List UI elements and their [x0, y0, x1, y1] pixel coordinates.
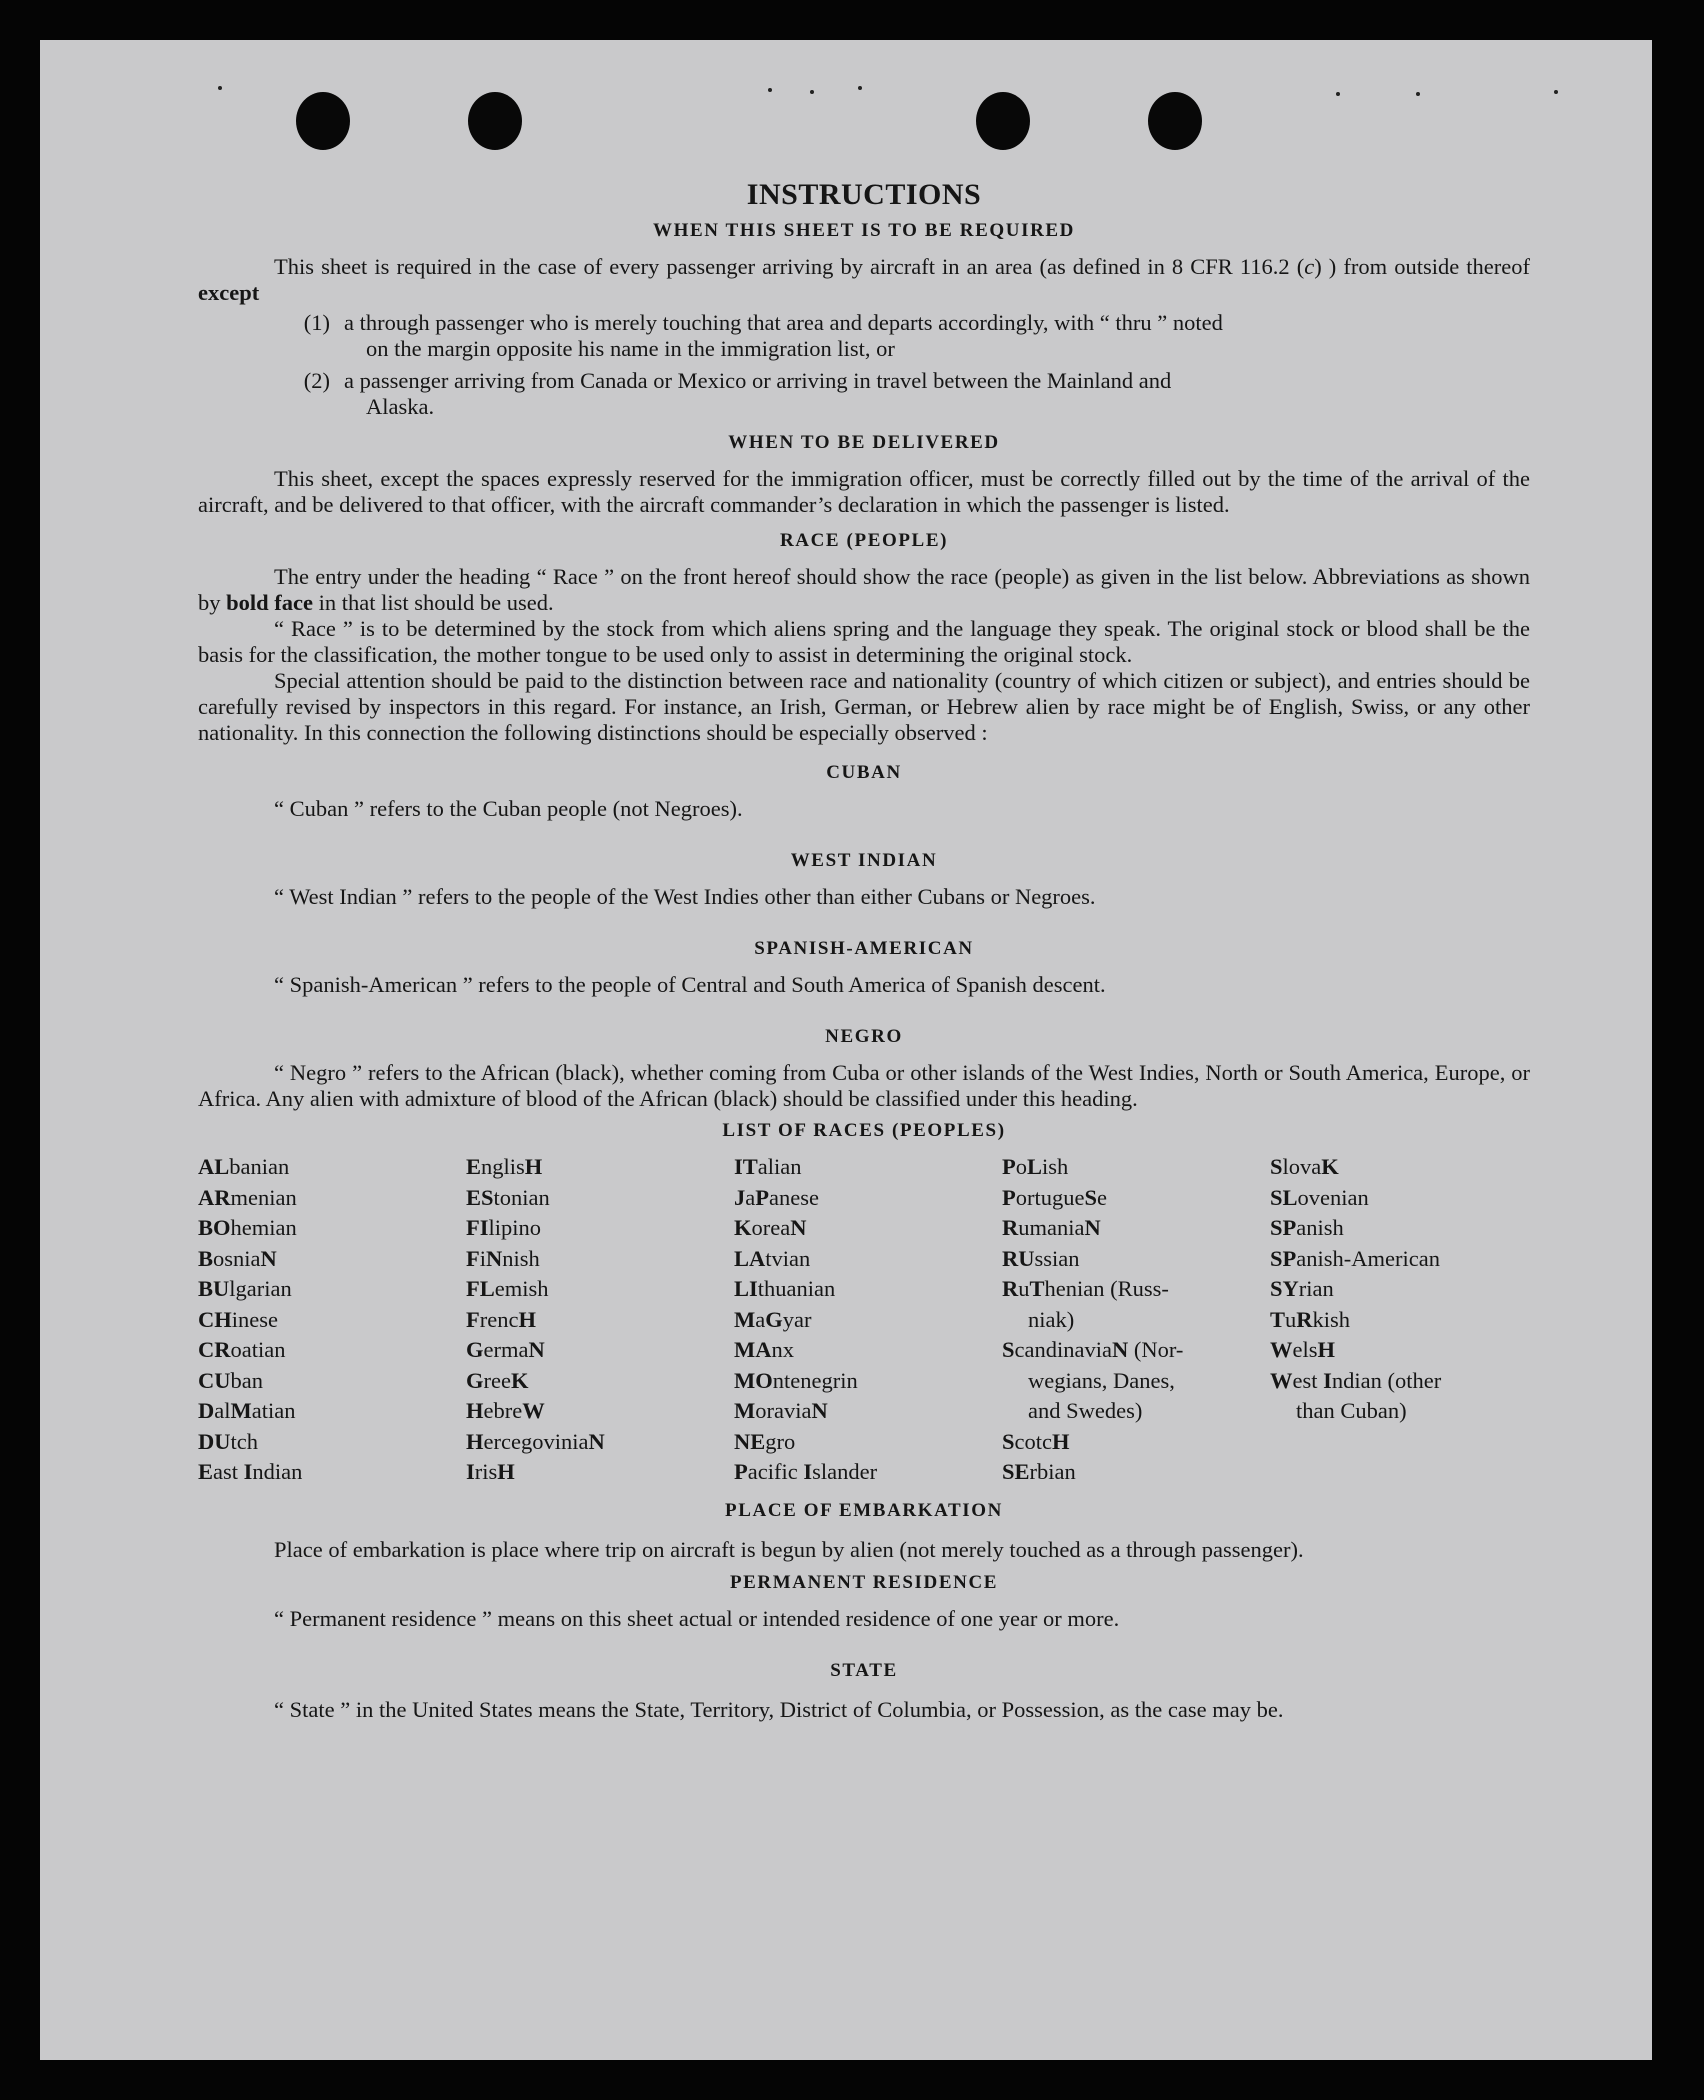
race-entry: DUtch — [198, 1428, 258, 1454]
exception-item-1: (1) a through passenger who is merely touching that area and departs accordingly, with “ thru ” noted on the margin opposite his name in the immigration list, or — [303, 310, 1223, 361]
definition-cuban: “ Cuban ” refers to the Cuban people (not Negroes). — [274, 796, 743, 821]
race-entry: ALbanian — [198, 1154, 290, 1179]
race-entry: RumaniaN — [1002, 1215, 1101, 1240]
race-entry: HebreW — [466, 1398, 545, 1423]
heading-west-indian: WEST INDIAN — [790, 850, 938, 871]
race-entry: ScandinaviaN (Nor- — [1002, 1337, 1184, 1362]
definition-spanish-american: “ Spanish-American ” refers to the people of Central and South America of Spanish descent. — [274, 972, 1106, 997]
race-entry: MaGyar — [734, 1306, 812, 1332]
heading-when-delivered: WHEN TO BE DELIVERED — [728, 432, 1000, 453]
race-entry: SYrian — [1270, 1276, 1334, 1301]
definition-state: “ State ” in the United States means the State, Territory, District of Columbia, or Possession, as the case may be. — [274, 1696, 1284, 1722]
race-entry: ARmenian — [198, 1184, 297, 1210]
race-entry-continuation: wegians, Danes, — [1028, 1367, 1175, 1393]
heading-negro: NEGRO — [825, 1026, 903, 1047]
race-entry-continuation: and Swedes) — [1028, 1398, 1143, 1423]
page-title: INSTRUCTIONS — [746, 178, 982, 211]
punch-hole — [976, 92, 1030, 150]
race-entry: SLovenian — [1270, 1184, 1369, 1210]
speck — [1416, 92, 1420, 96]
race-entry: CRoatian — [198, 1337, 286, 1362]
paragraph-required: This sheet is required in the case of every passenger arriving by aircraft in an area (as defined in 8 CFR 116.2 (c) ) from outside thereof except — [198, 254, 1530, 305]
race-entry: IrisH — [466, 1459, 515, 1484]
race-entry: ITalian — [734, 1154, 802, 1179]
race-entry: East Indian — [198, 1459, 303, 1484]
race-entry: WelsH — [1270, 1337, 1336, 1362]
race-column — [734, 1152, 1002, 1488]
races-table — [198, 1152, 1530, 1488]
race-entry: SErbian — [1002, 1459, 1076, 1484]
race-entry: FrencH — [466, 1306, 536, 1332]
race-entry: MAnx — [734, 1337, 794, 1362]
speck — [218, 86, 222, 90]
punch-hole — [296, 92, 350, 150]
speck — [1336, 92, 1340, 96]
race-entry: BosniaN — [198, 1245, 277, 1271]
document-page — [40, 40, 1652, 2060]
paragraph-race-1: The entry under the heading “ Race ” on the front hereof should show the race (people) as given in the list below. Abbreviations as shown by bold face in that list should be used. — [198, 564, 1530, 615]
race-entry: GermaN — [466, 1337, 545, 1362]
definition-west-indian: “ West Indian ” refers to the people of the West Indies other than either Cubans or Negroes. — [274, 884, 1096, 909]
speck — [810, 90, 814, 94]
punch-hole — [1148, 92, 1202, 150]
race-column — [466, 1152, 734, 1488]
race-entry: EStonian — [466, 1184, 550, 1210]
race-entry: RuThenian (Russ- — [1002, 1276, 1169, 1301]
speck — [858, 86, 862, 90]
race-entry: BOhemian — [198, 1215, 297, 1240]
heading-cuban: CUBAN — [826, 762, 902, 783]
heading-list-of-races: LIST OF RACES (PEOPLES) — [722, 1120, 1006, 1141]
race-entry: FiNnish — [466, 1245, 540, 1271]
instructions-content — [198, 178, 1530, 1726]
race-entry: PoLish — [1002, 1154, 1069, 1179]
punch-hole — [468, 92, 522, 150]
heading-state: STATE — [830, 1659, 898, 1681]
speck — [1554, 90, 1558, 94]
race-entry: PortugueSe — [1002, 1184, 1107, 1210]
race-entry: ScotcH — [1002, 1428, 1070, 1454]
race-entry: JaPanese — [734, 1184, 819, 1210]
race-entry: BUlgarian — [198, 1276, 292, 1301]
paragraph-race-2: “ Race ” is to be determined by the stock from which aliens spring and the language they speak. The original stock or blood shall be the basis for the classification, the mother tongue to be used only to assist in determining the original stock. — [198, 616, 1530, 667]
race-entry: LIthuanian — [734, 1276, 836, 1301]
paragraph-delivered: This sheet, except the spaces expressly reserved for the immigration officer, must be correctly filled out by the time of the arrival of the aircraft, and be delivered to that officer, with the aircraft commander’s declaration in which the passenger is listed. — [198, 466, 1530, 517]
paragraph-race-3: Special attention should be paid to the distinction between race and nationality (country of which citizen or subject), and entries should be carefully revised by inspectors in this regard. For instance, an Irish, German, or Hebrew alien by race might be of English, Swiss, or any other nationality. In this connection the following distinctions should be especially observed : — [198, 668, 1530, 745]
race-entry-continuation: than Cuban) — [1296, 1398, 1407, 1423]
race-entry: EnglisH — [466, 1154, 543, 1179]
race-entry: SlovaK — [1270, 1154, 1339, 1179]
race-entry: RUssian — [1002, 1245, 1080, 1271]
race-entry: Pacific Islander — [734, 1459, 878, 1484]
race-entry: DalMatian — [198, 1398, 296, 1423]
race-entry: GreeK — [466, 1367, 529, 1393]
heading-spanish-american: SPANISH-AMERICAN — [754, 938, 974, 959]
race-entry: FLemish — [466, 1276, 549, 1301]
race-entry: FIlipino — [466, 1215, 542, 1240]
definition-negro: “ Negro ” refers to the African (black), whether coming from Cuba or other islands of the West Indies, North or South America, Europe, or Africa. Any alien with admixture of blood of the African (black) should be classified under this heading. — [198, 1060, 1530, 1111]
race-entry: TuRkish — [1270, 1306, 1351, 1332]
race-entry-continuation: niak) — [1028, 1306, 1075, 1332]
race-entry: MoraviaN — [734, 1398, 828, 1423]
race-column — [1002, 1152, 1270, 1488]
heading-when-required: WHEN THIS SHEET IS TO BE REQUIRED — [652, 220, 1076, 241]
exception-item-2: (2) a passenger arriving from Canada or Mexico or arriving in travel between the Mainland and Alaska. — [303, 368, 1172, 419]
race-entry: SPanish — [1270, 1215, 1344, 1240]
race-entry: HercegoviniaN — [466, 1428, 605, 1454]
race-entry: LAtvian — [734, 1245, 811, 1271]
speck — [768, 88, 772, 92]
race-entry: MOntenegrin — [734, 1367, 858, 1393]
race-column — [198, 1152, 466, 1488]
heading-embarkation: PLACE OF EMBARKATION — [725, 1499, 1003, 1521]
heading-permanent-residence: PERMANENT RESIDENCE — [729, 1571, 999, 1593]
race-entry: NEgro — [734, 1428, 796, 1454]
race-column — [1270, 1152, 1530, 1488]
definition-embarkation: Place of embarkation is place where trip on aircraft is begun by alien (not merely touched as a through passenger). — [274, 1536, 1304, 1562]
race-entry: CUban — [198, 1367, 263, 1393]
race-entry: KoreaN — [734, 1215, 807, 1240]
heading-race: RACE (PEOPLE) — [779, 530, 949, 551]
race-entry: SPanish-American — [1270, 1245, 1440, 1271]
race-entry: West Indian (other — [1270, 1367, 1442, 1393]
definition-permanent-residence: “ Permanent residence ” means on this sheet actual or intended residence of one year or more. — [274, 1605, 1120, 1631]
race-entry: CHinese — [198, 1306, 278, 1332]
